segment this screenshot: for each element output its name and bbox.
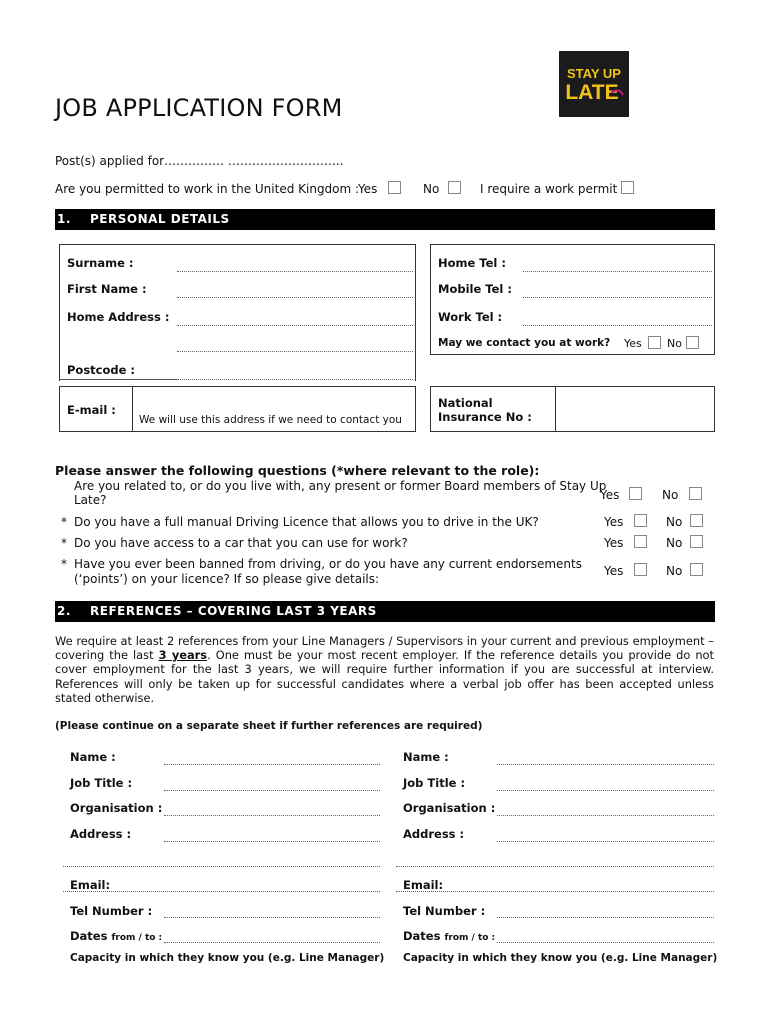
ref1-organisation-field[interactable] <box>164 815 380 816</box>
permit-yes-checkbox[interactable] <box>388 181 401 194</box>
q4-star: * <box>61 557 67 571</box>
q2-star: * <box>61 515 67 529</box>
q4-yes-checkbox[interactable] <box>634 563 647 576</box>
ni-label-line1: National <box>438 396 493 410</box>
surname-label: Surname : <box>67 256 134 270</box>
permit-require-checkbox[interactable] <box>621 181 634 194</box>
contact-work-no-label: No <box>667 337 682 350</box>
q4-yes-label: Yes <box>604 564 624 578</box>
q1-yes-label: Yes <box>600 488 620 502</box>
ref1-dates-field[interactable] <box>164 942 380 943</box>
ref2-job-title-field[interactable] <box>497 790 714 791</box>
question-1-line1: Are you related to, or do you live with, any present or former Board members of Stay Up <box>74 479 607 493</box>
ref1-address-field-2[interactable] <box>63 866 380 867</box>
section2-number: 2. <box>57 604 71 618</box>
q1-no-label: No <box>662 488 679 502</box>
first-name-label: First Name : <box>67 282 147 296</box>
q3-yes-label: Yes <box>604 536 624 550</box>
mobile-tel-field[interactable] <box>523 297 712 298</box>
home-tel-label: Home Tel : <box>438 256 506 270</box>
continue-note: (Please continue on a separate sheet if further references are required) <box>55 720 483 732</box>
ref2-address-label: Address : <box>403 827 465 841</box>
ref1-dates-small: from / to : <box>111 933 163 943</box>
section1-title: PERSONAL DETAILS <box>90 212 230 226</box>
home-address-field-2[interactable] <box>177 351 413 352</box>
q2-no-checkbox[interactable] <box>690 514 703 527</box>
permit-question: Are you permitted to work in the United Kingdom : <box>55 182 360 196</box>
q4-no-label: No <box>666 564 683 578</box>
section1-number: 1. <box>57 212 71 226</box>
work-tel-field[interactable] <box>523 325 712 326</box>
q3-no-checkbox[interactable] <box>690 535 703 548</box>
question-3: Do you have access to a car that you can use for work? <box>74 536 408 550</box>
ref2-organisation-label: Organisation : <box>403 801 496 815</box>
q2-no-label: No <box>666 515 683 529</box>
ref1-name-field[interactable] <box>164 764 380 765</box>
question-1-line2: Late? <box>74 493 107 507</box>
permit-yes-label: Yes <box>358 182 378 196</box>
q4-no-checkbox[interactable] <box>690 563 703 576</box>
questions-heading: Please answer the following questions (*where relevant to the role): <box>55 463 540 478</box>
ref1-email-field[interactable] <box>63 891 380 892</box>
ref1-address-field-1[interactable] <box>164 841 380 842</box>
page-title: JOB APPLICATION FORM <box>55 94 343 122</box>
home-address-label: Home Address : <box>67 310 170 324</box>
ref2-job-title-label: Job Title : <box>403 776 466 790</box>
postcode-field[interactable] <box>177 379 413 380</box>
question-4-line2: (‘points’) on your licence? If so please give details: <box>74 572 380 586</box>
ref2-address-field-2[interactable] <box>396 866 714 867</box>
posts-label: Post(s) applied for <box>55 154 165 168</box>
contact-work-label: May we contact you at work? <box>438 337 611 349</box>
ni-label-line2: Insurance No : <box>438 410 532 424</box>
mobile-tel-label: Mobile Tel : <box>438 282 512 296</box>
ref1-email-label: Email: <box>70 878 111 892</box>
permit-no-label: No <box>423 182 440 196</box>
ref2-dates-field[interactable] <box>497 942 714 943</box>
q3-star: * <box>61 536 67 550</box>
ref1-dates-text: Dates <box>70 929 108 943</box>
stay-up-late-logo <box>559 51 629 117</box>
ref1-name-label: Name : <box>70 750 116 764</box>
permit-require-label: I require a work permit <box>480 182 618 196</box>
contact-work-yes-checkbox[interactable] <box>648 336 661 349</box>
q1-yes-checkbox[interactable] <box>629 487 642 500</box>
q2-yes-label: Yes <box>604 515 624 529</box>
ni-field[interactable] <box>557 388 713 430</box>
ref2-email-label: Email: <box>403 878 444 892</box>
ref2-capacity-label: Capacity in which they know you (e.g. Line Manager) <box>403 952 718 964</box>
references-intro-end: . One must be your most recent employer. If the reference details you provide do not cover employment for the last 3 years, we will require further information if you are successful at interview. References will only be taken up for successful candidates where a verbal job offer has been accepted unless stated otherwise. <box>55 648 714 705</box>
ref2-name-label: Name : <box>403 750 449 764</box>
ref1-address-label: Address : <box>70 827 132 841</box>
question-4-line1: Have you ever been banned from driving, or do you have any current endorsements <box>74 557 582 571</box>
ref2-name-field[interactable] <box>497 764 714 765</box>
section2-title: REFERENCES – COVERING LAST 3 YEARS <box>90 604 377 618</box>
surname-field[interactable] <box>177 271 413 272</box>
ref1-job-title-label: Job Title : <box>70 776 133 790</box>
email-box-divider <box>132 386 133 432</box>
email-label: E-mail : <box>67 403 116 417</box>
ref1-job-title-field[interactable] <box>164 790 380 791</box>
first-name-field[interactable] <box>177 297 413 298</box>
q3-yes-checkbox[interactable] <box>634 535 647 548</box>
home-address-field-1[interactable] <box>177 325 413 326</box>
ref2-organisation-field[interactable] <box>497 815 714 816</box>
references-intro <box>55 634 714 705</box>
work-tel-label: Work Tel : <box>438 310 503 324</box>
home-tel-field[interactable] <box>523 271 712 272</box>
ni-box-divider <box>555 386 556 432</box>
contact-work-no-checkbox[interactable] <box>686 336 699 349</box>
permit-no-checkbox[interactable] <box>448 181 461 194</box>
ref2-tel-field[interactable] <box>497 917 714 918</box>
postcode-label: Postcode : <box>67 363 136 377</box>
references-intro-bold: 3 years <box>158 648 208 663</box>
ref2-dates-small: from / to : <box>444 933 496 943</box>
ref2-tel-label: Tel Number : <box>403 904 486 918</box>
section2-header <box>55 601 715 622</box>
q3-no-label: No <box>666 536 683 550</box>
ref2-dates-label <box>403 929 495 943</box>
ref1-dates-label <box>70 929 162 943</box>
postcode-divider <box>59 379 177 380</box>
posts-field[interactable]: …………… ……………………….. <box>164 154 344 168</box>
ref1-tel-label: Tel Number : <box>70 904 153 918</box>
ref1-capacity-label: Capacity in which they know you (e.g. Line Manager) <box>70 952 385 964</box>
ref1-organisation-label: Organisation : <box>70 801 163 815</box>
contact-work-yes-label: Yes <box>624 337 642 350</box>
q1-no-checkbox[interactable] <box>689 487 702 500</box>
email-note: We will use this address if we need to contact you <box>139 414 402 426</box>
logo-line1: STAY UP <box>567 66 621 81</box>
q2-yes-checkbox[interactable] <box>634 514 647 527</box>
ref1-tel-field[interactable] <box>164 917 380 918</box>
ref2-email-field[interactable] <box>396 891 714 892</box>
ref2-address-field-1[interactable] <box>497 841 714 842</box>
question-2: Do you have a full manual Driving Licence that allows you to drive in the UK? <box>74 515 539 529</box>
ref2-dates-text: Dates <box>403 929 441 943</box>
references-intro-start: We require at least 2 references from your Line Managers / Supervisors in your current and previous employment – covering the last <box>55 634 714 663</box>
logo-line2: LATE <box>565 81 619 104</box>
section1-header <box>55 209 715 230</box>
